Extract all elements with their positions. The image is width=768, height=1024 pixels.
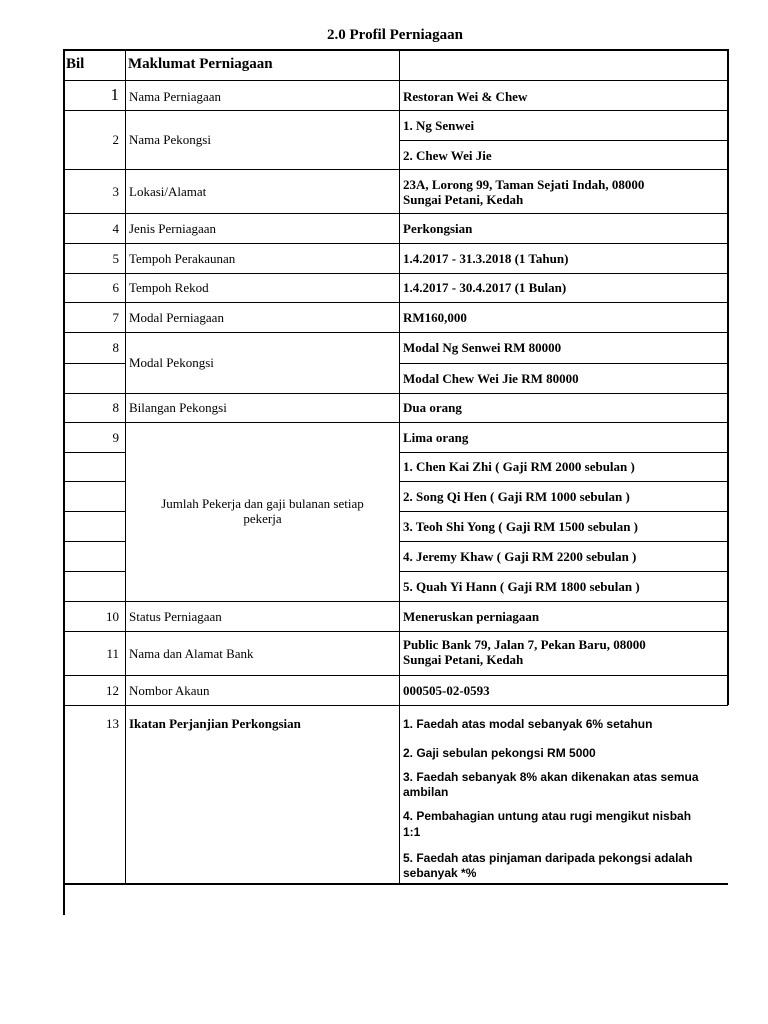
value-status: Meneruskan perniagaan — [403, 609, 540, 624]
value-bank-line1: Public Bank 79, Jalan 7, Pekan Baru, 08000 — [403, 637, 646, 652]
value-tempoh-rekod: 1.4.2017 - 30.4.2017 (1 Bulan) — [403, 280, 567, 295]
value-nama-perniagaan: Restoran Wei & Chew — [403, 89, 528, 104]
label-tempoh-perakaunan: Tempoh Perakaunan — [129, 251, 236, 266]
row-number: 1 — [110, 85, 119, 104]
label-status: Status Perniagaan — [129, 609, 222, 624]
value-bilangan-pekongsi: Dua orang — [403, 400, 462, 415]
value-modal-perniagaan: RM160,000 — [403, 310, 467, 325]
value-pekerja-1: 1. Chen Kai Zhi ( Gaji RM 2000 sebulan ) — [403, 459, 635, 474]
label-pekerja-line1: Jumlah Pekerja dan gaji bulanan setiap — [161, 496, 364, 511]
value-pekerja-total: Lima orang — [403, 430, 469, 445]
label-akaun: Nombor Akaun — [129, 683, 210, 698]
perjanjian-item-3-line1: 3. Faedah sebanyak 8% akan dikenakan atas semua — [403, 770, 699, 784]
row-number: 10 — [106, 609, 119, 624]
row-number: 5 — [112, 251, 119, 266]
value-bank-line2: Sungai Petani, Kedah — [403, 652, 524, 667]
label-bilangan-pekongsi: Bilangan Pekongsi — [129, 400, 227, 415]
row-number: 2 — [112, 132, 119, 147]
value-pekongsi-1: 1. Ng Senwei — [403, 118, 475, 133]
label-jenis: Jenis Perniagaan — [129, 221, 217, 236]
row-number: 8 — [112, 400, 119, 415]
value-akaun: 000505-02-0593 — [403, 683, 490, 698]
row-number: 8 — [112, 340, 119, 355]
row-number: 7 — [112, 310, 119, 325]
value-pekerja-4: 4. Jeremy Khaw ( Gaji RM 2200 sebulan ) — [403, 549, 637, 564]
row-number: 13 — [106, 716, 119, 731]
row-number: 4 — [112, 221, 119, 236]
perjanjian-item-3-line2: ambilan — [403, 785, 449, 799]
value-lokasi-line1: 23A, Lorong 99, Taman Sejati Indah, 08000 — [403, 177, 645, 192]
label-modal-perniagaan: Modal Perniagaan — [129, 310, 224, 325]
value-jenis: Perkongsian — [403, 221, 473, 236]
perjanjian-item-4-line1: 4. Pembahagian untung atau rugi mengikut nisbah — [403, 809, 692, 823]
row-number: 11 — [106, 646, 119, 661]
value-pekongsi-2: 2. Chew Wei Jie — [403, 148, 492, 163]
header-bil: Bil — [66, 56, 85, 72]
value-modal-pekongsi-2: Modal Chew Wei Jie RM 80000 — [403, 371, 579, 386]
label-nama-perniagaan: Nama Perniagaan — [129, 89, 222, 104]
label-bank: Nama dan Alamat Bank — [129, 646, 254, 661]
label-modal-pekongsi: Modal Pekongsi — [129, 355, 214, 370]
perjanjian-item-1: 1. Faedah atas modal sebanyak 6% setahun — [403, 717, 653, 731]
row-number: 12 — [106, 683, 119, 698]
value-lokasi-line2: Sungai Petani, Kedah — [403, 192, 524, 207]
value-pekerja-2: 2. Song Qi Hen ( Gaji RM 1000 sebulan ) — [403, 489, 630, 504]
label-nama-pekongsi: Nama Pekongsi — [129, 132, 211, 147]
value-pekerja-5: 5. Quah Yi Hann ( Gaji RM 1800 sebulan ) — [403, 579, 640, 594]
label-lokasi: Lokasi/Alamat — [129, 184, 207, 199]
label-pekerja-line2: pekerja — [243, 511, 282, 526]
perjanjian-item-2: 2. Gaji sebulan pekongsi RM 5000 — [403, 746, 596, 760]
value-tempoh-perakaunan: 1.4.2017 - 31.3.2018 (1 Tahun) — [403, 251, 569, 266]
label-perjanjian: Ikatan Perjanjian Perkongsian — [129, 716, 301, 731]
perjanjian-item-5-line1: 5. Faedah atas pinjaman daripada pekongsi adalah — [403, 851, 693, 865]
perjanjian-item-4-line2: 1:1 — [403, 825, 421, 839]
value-modal-pekongsi-1: Modal Ng Senwei RM 80000 — [403, 340, 562, 355]
header-maklumat: Maklumat Perniagaan — [128, 56, 273, 72]
page-title: 2.0 Profil Perniagaan — [327, 27, 463, 43]
value-pekerja-3: 3. Teoh Shi Yong ( Gaji RM 1500 sebulan ) — [403, 519, 639, 534]
row-number: 3 — [112, 184, 119, 199]
row-number: 9 — [112, 430, 119, 445]
row-number: 6 — [112, 280, 119, 295]
perjanjian-item-5-line2: sebanyak *% — [403, 866, 477, 880]
label-tempoh-rekod: Tempoh Rekod — [129, 280, 209, 295]
